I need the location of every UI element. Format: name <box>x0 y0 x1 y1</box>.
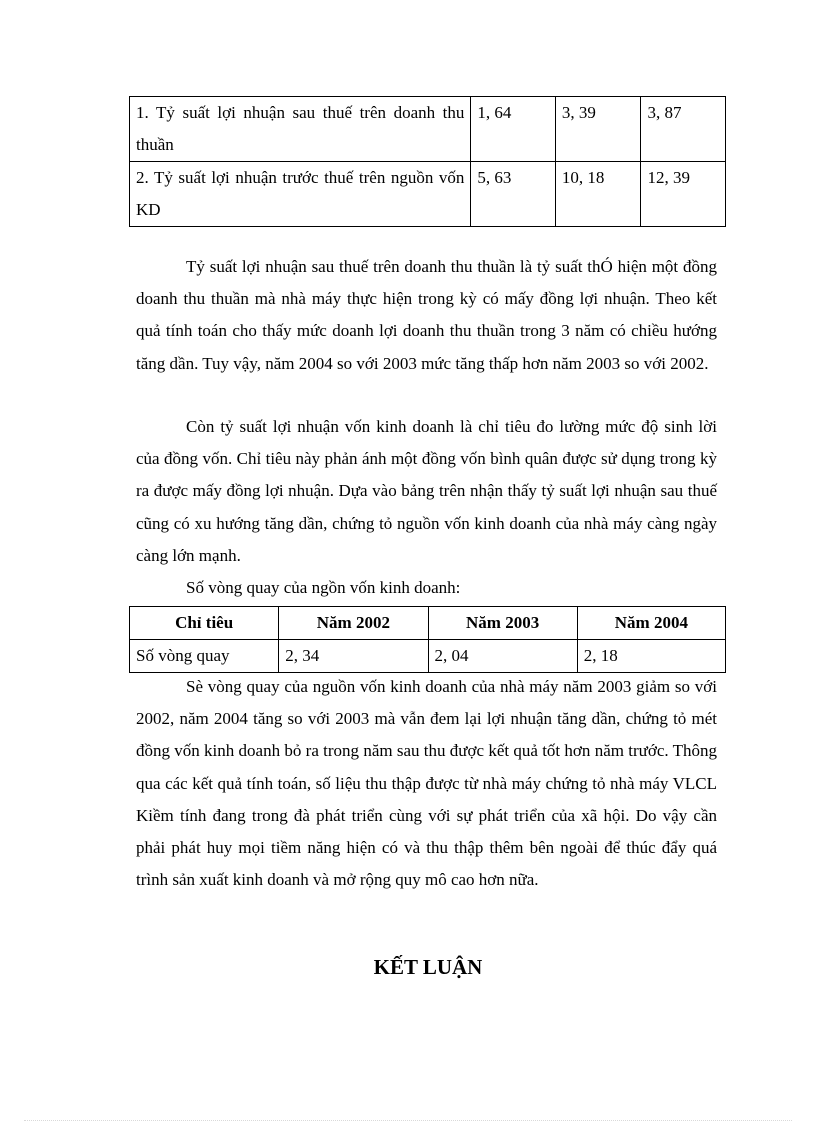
row-label: 1. Tỷ suất lợi nhuận sau thuế trên doanh thu thuần <box>130 97 471 162</box>
value-2003: 2, 04 <box>428 640 577 673</box>
paragraph-profit-on-revenue: Tỷ suất lợi nhuận sau thuế trên doanh thu thuần là tỷ suất thÓ hiện một đồng doanh thu thuần mà nhà máy thực hiện trong kỳ có mấy đồng lợi nhuận. Theo kết quả tính toán cho thấy mức doanh lợi doanh thu thuần trong 3 năm có chiều hướng tăng dần. Tuy vậy, năm 2004 so với 2003 mức tăng thấp hơn năm 2003 so với 2002. <box>136 257 717 373</box>
header-2004: Năm 2004 <box>577 607 725 640</box>
value-2004: 3, 87 <box>641 97 726 162</box>
table-row <box>130 162 726 227</box>
value-2002: 1, 64 <box>471 97 556 162</box>
header-indicator: Chỉ tiêu <box>130 607 279 640</box>
section-heading-conclusion: KẾT LUẬN <box>373 955 483 979</box>
page-bottom-divider <box>24 1120 792 1121</box>
value-2002: 5, 63 <box>471 162 556 227</box>
header-2003: Năm 2003 <box>428 607 577 640</box>
profit-ratio-table <box>129 96 726 227</box>
paragraph-turnover-intro: Số vòng quay của ngồn vốn kinh doanh: <box>186 578 461 597</box>
capital-turnover-table <box>129 606 726 673</box>
header-2002: Năm 2002 <box>279 607 428 640</box>
value-2003: 3, 39 <box>555 97 641 162</box>
table-row <box>130 97 726 162</box>
value-2004: 2, 18 <box>577 640 725 673</box>
value-2003: 10, 18 <box>555 162 641 227</box>
table-header-row <box>130 607 726 640</box>
row-label: Số vòng quay <box>130 640 279 673</box>
value-2004: 12, 39 <box>641 162 726 227</box>
paragraph-turnover-analysis: Sè vòng quay của nguồn vốn kinh doanh của nhà máy năm 2003 giảm so với 2002, năm 2004 tăng so với 2003 mà vẫn đem lại lợi nhuận tăng dần, chứng tỏ mét đồng vốn kinh doanh bỏ ra trong năm sau thu được kết quả tốt hơn năm trước. Thông qua các kết quả tính toán, số liệu thu thập được từ nhà máy chứng tỏ nhà máy VLCL Kiềm tính đang trong đà phát triển cùng với sự phát triển của xã hội. Do vậy cần phải phát huy mọi tiềm năng hiện có và thu thập thêm bên ngoài để thúc đẩy quá trình sản xuất kinh doanh và mở rộng quy mô cao hơn nữa. <box>136 677 717 890</box>
paragraph-profit-on-capital: Còn tỷ suất lợi nhuận vốn kinh doanh là chỉ tiêu đo lường mức độ sinh lời của đồng vốn. Chỉ tiêu này phản ánh một đồng vốn bình quân được sử dụng trong kỳ ra được mấy đồng lợi nhuận. Dựa vào bảng trên nhận thấy tỷ suất lợi nhuận sau thuế cũng có xu hướng tăng dần, chứng tỏ nguồn vốn kinh doanh của nhà máy càng ngày càng lớn mạnh. <box>136 417 717 565</box>
value-2002: 2, 34 <box>279 640 428 673</box>
table-row <box>130 640 726 673</box>
row-label: 2. Tỷ suất lợi nhuận trước thuế trên nguồn vốn KD <box>130 162 471 227</box>
